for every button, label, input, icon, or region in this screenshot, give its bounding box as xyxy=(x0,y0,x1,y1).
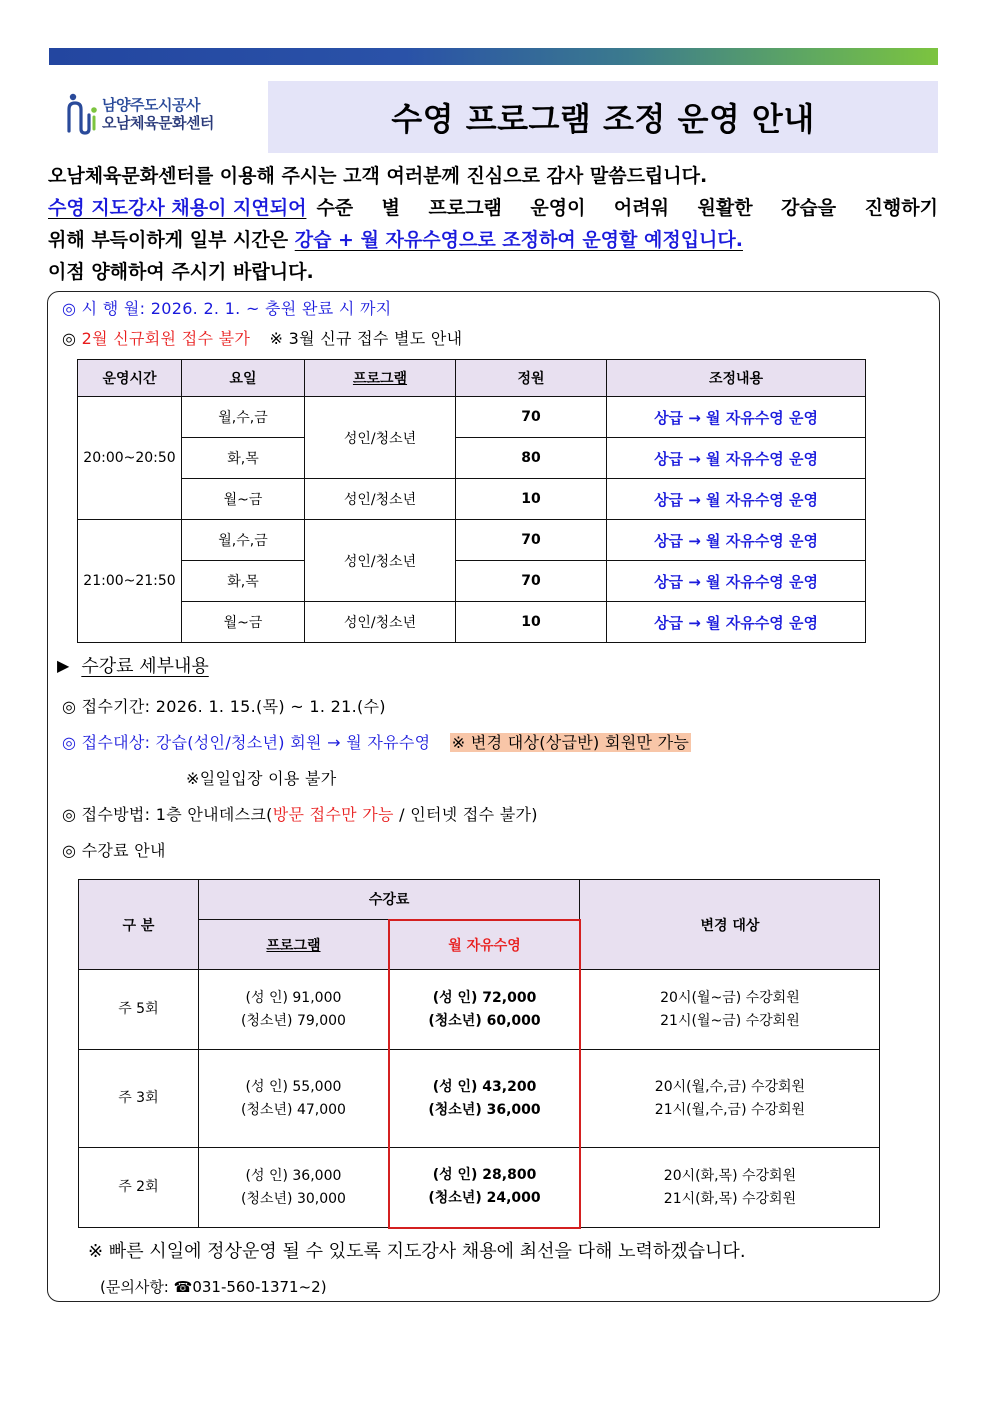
logo xyxy=(66,89,256,139)
logo-org-name: 남양주도시공사 xyxy=(102,96,200,114)
registration-period: ◎ 접수기간: 2026. 1. 15.(목) ~ 1. 21.(수) xyxy=(62,697,386,716)
notice-period: ◎ 시 행 월: 2026. 2. 1. ~ 충원 완료 시 까지 xyxy=(62,299,392,318)
table-row: 월~금 성인/청소년 10 상급 → 월 자유수영 운영 xyxy=(78,602,866,643)
notice-no-new-members: ◎ 2월 신규회원 접수 불가 ※ 3월 신규 접수 별도 안내 xyxy=(62,329,463,348)
table-row: 21:00~21:50 월,수,금 성인/청소년 70 상급 → 월 자유수영 운영 xyxy=(78,520,866,561)
header-days: 요일 xyxy=(182,360,305,397)
table-row: 화,목 80 상급 → 월 자유수영 운영 xyxy=(78,438,866,479)
intro-line-1: 오남체육문화센터를 이용해 주시는 고객 여러분께 진심으로 감사 말씀드립니다. xyxy=(48,165,708,187)
contact-info: (문의사항: ☎031-560-1371~2) xyxy=(100,1278,327,1296)
header-gradient-bar xyxy=(49,48,938,65)
title-box xyxy=(268,81,938,153)
intro-line-2: 수영 지도강사 채용이 지연되어 수준 별 프로그램 운영이 어려워 원활한 강습을 진행하기 xyxy=(48,192,938,224)
intro-line-3: 위해 부득이하게 일부 시간은 강습 + 월 자유수영으로 조정하여 운영할 예정입니다. xyxy=(48,229,743,251)
schedule-table xyxy=(77,359,866,643)
intro-highlight-adjustment: 강습 + 월 자유수영으로 조정하여 운영할 예정입니다. xyxy=(294,229,743,251)
fee-section-heading: ▶ 수강료 세부내용 xyxy=(57,655,209,677)
intro-line-4: 이점 양해하여 주시기 바랍니다. xyxy=(48,261,314,283)
table-row: 화,목 70 상급 → 월 자유수영 운영 xyxy=(78,561,866,602)
triangle-right-icon: ▶ xyxy=(57,655,70,675)
fee-table xyxy=(78,879,880,1229)
intro-highlight-delay: 수영 지도강사 채용이 지연되어 xyxy=(48,197,307,219)
header-category: 구 분 xyxy=(79,880,199,970)
header-program-fee: 프로그램 xyxy=(198,920,389,970)
table-row: 주 5회 (성 인) 91,000 (청소년) 79,000 (성 인) 72,000 (청소년) 60,000 20시(월~금) 수강회원 21시(월~금) 수강회원 xyxy=(79,970,880,1050)
logo-center-name: 오남체육문화센터 xyxy=(102,114,214,132)
time-cell: 20:00~20:50 xyxy=(78,397,182,520)
header-capacity: 정원 xyxy=(456,360,607,397)
header-free-swim: 월 자유수영 xyxy=(389,920,580,970)
intro-paragraph xyxy=(48,160,938,288)
no-daily-entry-note: ※일일입장 이용 불가 xyxy=(186,769,337,788)
page-title: 수영 프로그램 조정 운영 안내 xyxy=(391,100,815,138)
no-new-members-warning: 2월 신규회원 접수 불가 xyxy=(81,329,251,348)
phone-icon: ☎ xyxy=(173,1278,193,1296)
logo-icon xyxy=(66,91,100,137)
registration-method: ◎ 접수방법: 1층 안내데스크(방문 접수만 가능 / 인터넷 접수 불가) xyxy=(62,805,538,824)
header-adjustment: 조정내용 xyxy=(607,360,866,397)
table-row: 주 2회 (성 인) 36,000 (청소년) 30,000 (성 인) 28,800 (청소년) 24,000 20시(화,목) 수강회원 21시(화,목) 수강회원 xyxy=(79,1148,880,1228)
table-row: 주 3회 (성 인) 55,000 (청소년) 47,000 (성 인) 43,200 (청소년) 36,000 20시(월,수,금) 수강회원 21시(월,수,금) 수강회원 xyxy=(79,1050,880,1148)
contact-number: 031-560-1371~2) xyxy=(192,1278,327,1296)
recruitment-note: ※ 빠른 시일에 정상운영 될 수 있도록 지도강사 채용에 최선을 다해 노력하겠습니다. xyxy=(88,1241,746,1262)
registration-target: ◎ 접수대상: 강습(성인/청소년) 회원 → 월 자유수영 ※ 변경 대상(상급반) 회원만 가능 xyxy=(62,733,690,752)
target-highlight-note: ※ 변경 대상(상급반) 회원만 가능 xyxy=(451,733,690,752)
table-row: 20:00~20:50 월,수,금 성인/청소년 70 상급 → 월 자유수영 운영 xyxy=(78,397,866,438)
header-time: 운영시간 xyxy=(78,360,182,397)
table-row: 월~금 성인/청소년 10 상급 → 월 자유수영 운영 xyxy=(78,479,866,520)
schedule-header-row xyxy=(78,360,866,397)
fee-guide-label: ◎ 수강료 안내 xyxy=(62,841,166,860)
header-fee: 수강료 xyxy=(198,880,580,920)
time-cell: 21:00~21:50 xyxy=(78,520,182,643)
header-change-target: 변경 대상 xyxy=(580,880,880,970)
header-program: 프로그램 xyxy=(305,360,456,397)
